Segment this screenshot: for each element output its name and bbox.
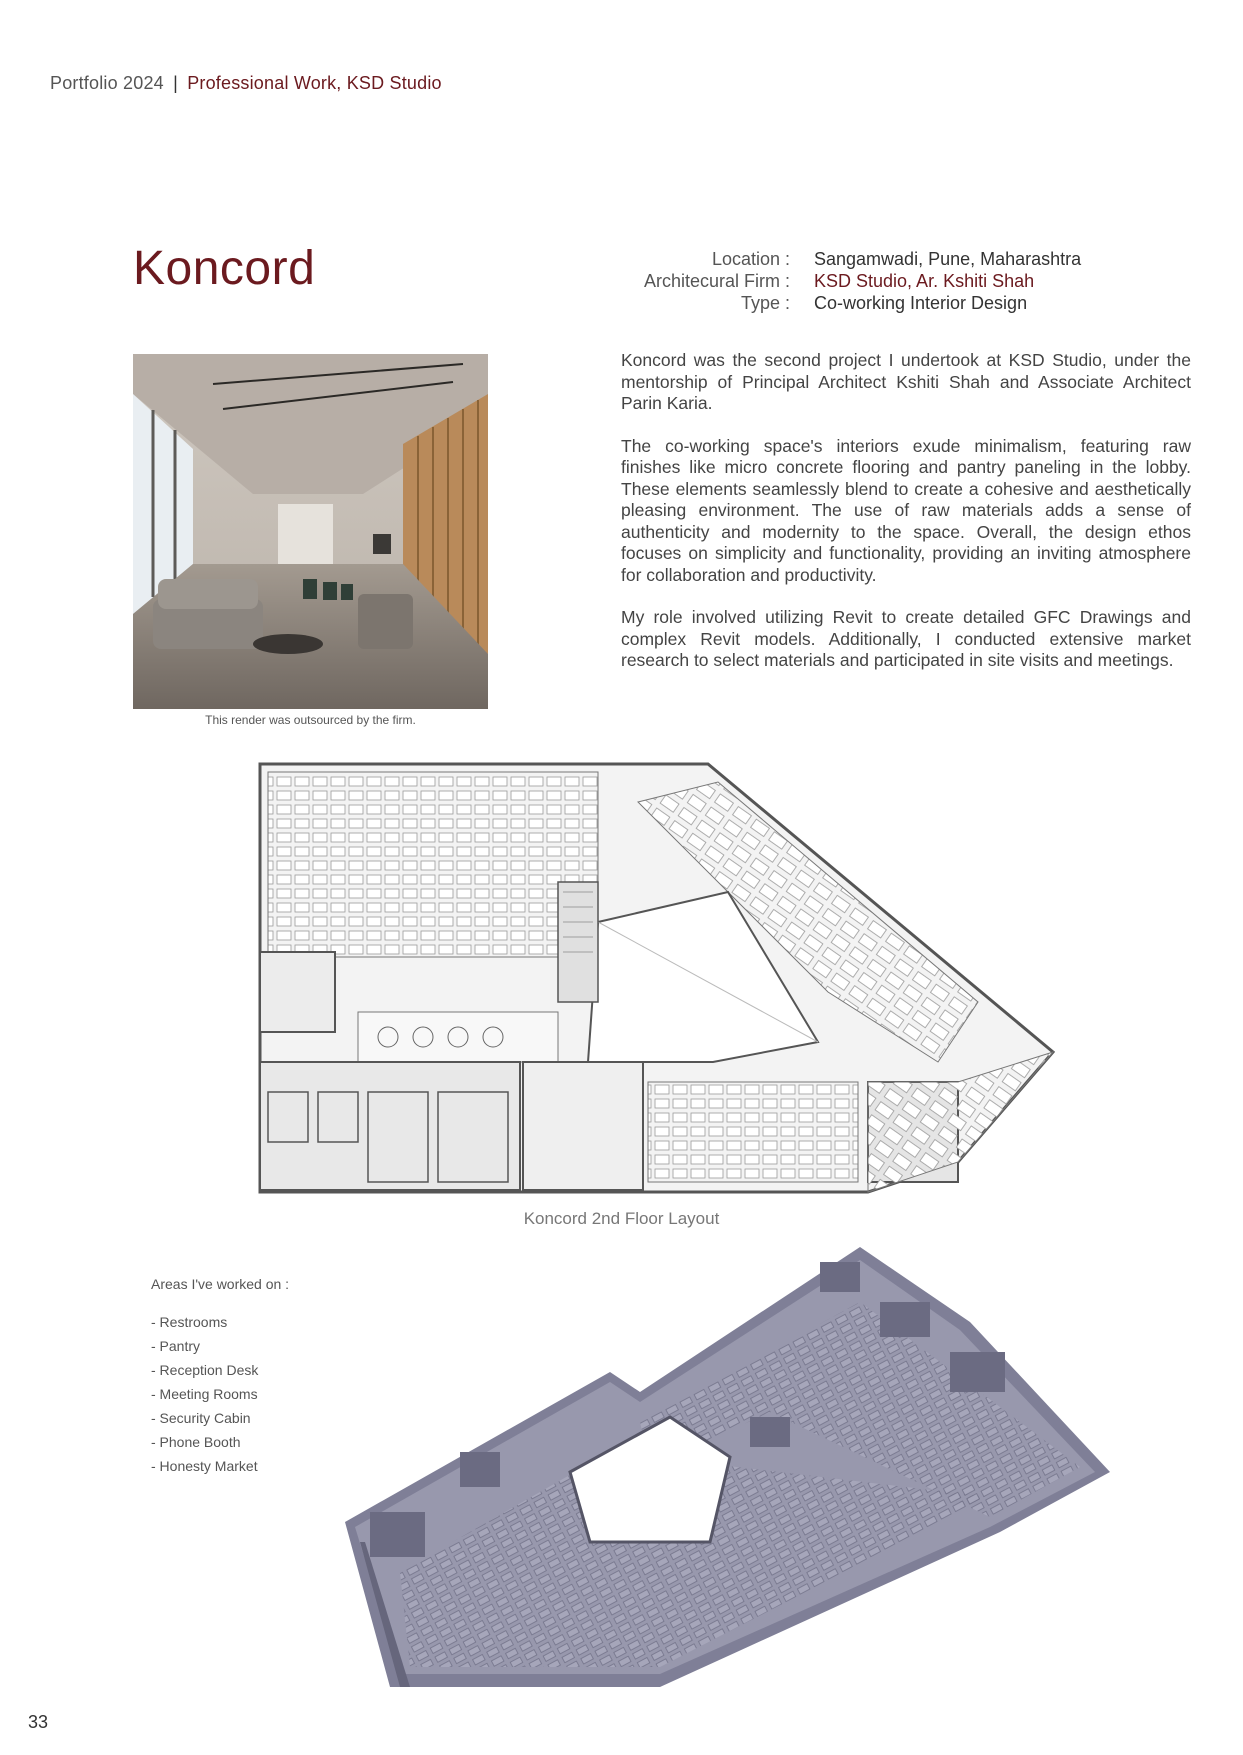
type-label: Type : xyxy=(740,293,790,313)
header-portfolio: Portfolio 2024 xyxy=(50,73,164,93)
floor-plan-caption: Koncord 2nd Floor Layout xyxy=(523,1209,720,1228)
list-item: - Security Cabin xyxy=(151,1410,251,1426)
description-paragraph: Koncord was the second project I undertook at KSD Studio, under the mentorship of Principal Architect Kshiti Shah and Associate Architect Parin Karia. xyxy=(621,350,1191,413)
list-item: - Phone Booth xyxy=(151,1434,241,1450)
areas-list xyxy=(151,1310,289,1478)
isometric-revit-model xyxy=(340,1242,1130,1687)
description-paragraph: The co-working space's interiors exude minimalism, featuring raw finishes like micro concrete flooring and pantry paneling in the lobby. These elements seamlessly blend to create a cohesive and aesthetically pleasing environment. The use of raw materials adds a sense of authenticity and modernity to the space. Overall, the design ethos focuses on simplicity and functionality, providing an inviting atmosphere for collaboration and productivity. xyxy=(621,435,1191,585)
firm-value: KSD Studio, Ar. Kshiti Shah xyxy=(814,271,1035,291)
firm-label: Architecural Firm : xyxy=(643,271,790,291)
list-item: - Pantry xyxy=(151,1338,201,1354)
running-header xyxy=(50,73,442,94)
interior-render-image xyxy=(133,354,488,709)
list-item: - Meeting Rooms xyxy=(151,1386,258,1402)
page-number: 33 xyxy=(28,1712,49,1732)
type-value: Co-working Interior Design xyxy=(814,293,1028,313)
project-description xyxy=(621,350,1191,693)
floor-plan-drawing xyxy=(258,762,1055,1194)
project-meta-values xyxy=(814,248,1081,314)
project-title: Koncord xyxy=(133,242,316,295)
areas-worked-on xyxy=(151,1276,289,1478)
list-item: - Restrooms xyxy=(151,1314,228,1330)
header-section: Professional Work, KSD Studio xyxy=(187,73,442,93)
areas-heading: Areas I've worked on : xyxy=(151,1276,290,1292)
list-item: - Reception Desk xyxy=(151,1362,259,1378)
project-meta-labels xyxy=(560,248,790,314)
header-separator: | xyxy=(173,73,178,93)
description-paragraph: My role involved utilizing Revit to create detailed GFC Drawings and complex Revit models. Additionally, I conducted extensive market research to select materials and participated in site visits and meetings. xyxy=(621,607,1191,670)
location-value: Sangamwadi, Pune, Maharashtra xyxy=(814,249,1082,269)
location-label: Location : xyxy=(711,249,790,269)
list-item: - Honesty Market xyxy=(151,1458,258,1474)
render-caption: This render was outsourced by the firm. xyxy=(205,713,416,727)
